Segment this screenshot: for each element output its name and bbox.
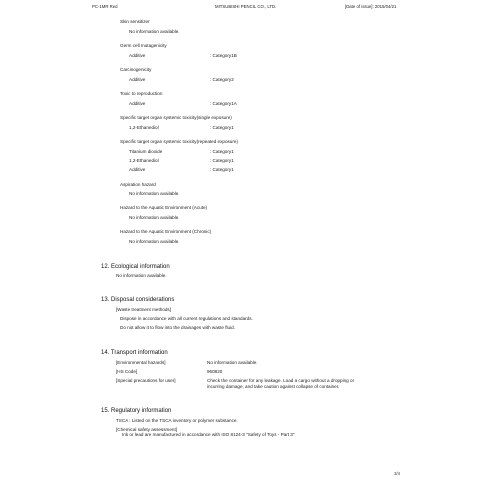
section-15-iso: Ink or lead are manufactured in accordance with ISO 8124-3 "Safety of Toys - Part 3": [122, 432, 295, 437]
hazard-row-value: : Category2: [210, 77, 234, 82]
transport-label: [Environmental hazards]: [116, 360, 166, 365]
hazard-row-value: : Category1A: [210, 101, 237, 106]
section-13-line: Do not allow it to flow into the drainages with waste fluid.: [120, 325, 235, 330]
hazard-row-name: Additive: [129, 77, 146, 82]
hazard-row-name: Additive: [129, 101, 146, 106]
hazard-row-value: : Category1: [210, 167, 234, 172]
section-12-title: 12. Ecological information: [101, 264, 170, 270]
hazard-row-name: Titanium dioxide: [129, 149, 163, 154]
page-number: 3/4: [394, 471, 400, 476]
hazard-title: Germ cell mutagenicity: [120, 43, 167, 48]
header-product: PC-1MR Red: [92, 4, 118, 9]
hazard-row-value: : Category1: [210, 125, 234, 130]
hazard-row-name: Additive: [129, 167, 146, 172]
hazard-row-name: 1,2-Ethanediol: [129, 158, 159, 163]
hazard-note: No information available.: [129, 215, 180, 220]
hazard-title: Hazard to the Aquatic Environment (Acute): [120, 205, 208, 210]
section-13-line: Dispose in accordance with all current regulations and standards.: [120, 316, 253, 321]
hazard-title: Specific target organ systemic toxicity(repeated exposure): [120, 139, 238, 144]
hazard-row-value: : Category1: [210, 149, 234, 154]
hazard-title: Aspiration hazard: [120, 182, 156, 187]
section-12-note: No information available.: [116, 273, 167, 278]
header-date: [Date of issue]: 2015/04/21: [345, 4, 397, 9]
hazard-note: No information available.: [129, 191, 180, 196]
hazard-title: Toxic to reproduction: [120, 91, 163, 96]
hazard-title: Skin sensitizer: [120, 19, 150, 24]
hazard-row-name: Additive: [129, 53, 146, 58]
section-15-subhead: [Chemical safety assessment]: [116, 427, 178, 432]
section-13-subhead: [Waste treatment methods]: [116, 307, 171, 312]
hazard-row-value: : Category1: [210, 158, 234, 163]
transport-value: 960820: [207, 369, 223, 374]
header-company: MITSUBISHI PENCIL CO., LTD.: [215, 4, 277, 9]
transport-value: No information available.: [207, 360, 258, 365]
hazard-title: Hazard to the Aquatic Environment (Chronic): [120, 229, 212, 234]
hazard-row-name: 1,2-Ethanediol: [129, 125, 159, 130]
section-14-title: 14. Transport information: [101, 350, 168, 356]
hazard-title: Specific target organ systemic toxicity(single exposure): [120, 115, 232, 120]
transport-label: [HS Code]: [116, 369, 138, 374]
section-15-tsca: TSCA : Listed on the TSCA inventory or polymer substance.: [116, 418, 238, 423]
hazard-note: No information available.: [129, 29, 180, 34]
hazard-title: Carcinogenicity: [120, 67, 152, 72]
hazard-note: No information available.: [129, 239, 180, 244]
hazard-row-value: : Category1B: [210, 53, 237, 58]
transport-label: [Special precautions for user]: [116, 378, 176, 383]
transport-value: Check the container for any leakage. Load a cargo without a dropping or: [207, 378, 355, 383]
section-15-title: 15. Regulatory information: [101, 408, 172, 414]
transport-value-cont: incurring damage, and take caution against collapse of container.: [207, 384, 340, 389]
section-13-title: 13. Disposal considerations: [101, 297, 175, 303]
